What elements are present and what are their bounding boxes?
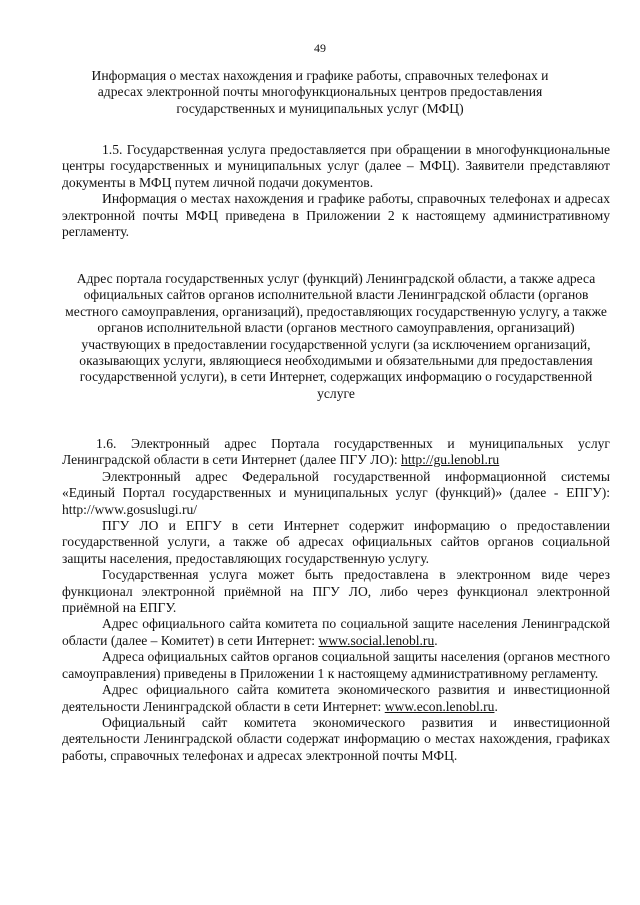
section-title: Информация о местах нахождения и графике работы, справочных телефонах и адресах электронной почты многофункциональных центров предоставления государственных и муниципальных услуг (МФЦ) [91,68,549,116]
econ-lenobl-link[interactable]: www.econ.lenobl.ru [384,698,495,714]
paragraph-mfc-info: Информация о местах нахождения и графике работы, справочных телефонах и адресах электронной почты МФЦ приведена в Приложении 2 к настоящему административному регламенту. [62,191,610,240]
paragraph-econ-site: Адрес официального сайта комитета экономического развития и инвестиционной деятельности Ленинградской области в сети Интернет: www.econ.lenobl.ru. [62,682,610,714]
page-number: 49 [314,41,326,55]
subheading-block [62,271,610,402]
paragraph-econ-content: Официальный сайт комитета экономического развития и инвестиционной деятельности Ленинградской области содержат информацию о местах нахождения, графиках работы, справочных телефонах и адресах электронной почты МФЦ. [62,714,610,763]
section-1-5 [62,142,610,240]
paragraph-electronic-service: Государственная услуга может быть предоставлена в электронном виде через функционал электронной приёмной на ПГУ ЛО, либо через функционал электронной приёмной на ЕПГУ. [62,567,610,616]
section-1-6 [62,436,610,764]
paragraph-1-6 [62,436,610,469]
paragraph-epgu: Электронный адрес Федеральной государственной информационной системы «Единый Портал государственных и муниципальных услуг (функций)» (далее - ЕПГУ): http://www.gosuslugi.ru/ [62,468,610,517]
social-lenobl-link[interactable]: www.social.lenobl.ru [318,632,435,648]
paragraph-1-5: 1.5. Государственная услуга предоставляется при обращении в многофункциональные центры государственных и муниципальных услуг (далее – МФЦ). Заявители представляют документы в МФЦ путем личной подачи документов. [62,142,610,190]
paragraph-1-6-text: 1.6. Электронный адрес Портала государственных и муниципальных услуг Ленинградской области в сети Интернет (далее ПГУ ЛО): [62,436,610,468]
paragraph-social-sites: Адреса официальных сайтов органов социальной защиты населения (органов местного самоуправления) приведены в Приложении 1 к настоящему административному регламенту. [62,649,610,681]
paragraph-committee-text: Адрес официального сайта комитета по социальной защите населения Ленинградской области (далее – Комитет) в сети Интернет: [62,616,610,648]
paragraph-committee-site: Адрес официального сайта комитета по социальной защите населения Ленинградской области (далее – Комитет) в сети Интернет: www.social.lenobl.ru. [62,616,610,648]
subheading: Адрес портала государственных услуг (функций) Ленинградской области, а также адреса официальных сайтов органов исполнительной власти Ленинградской области (органов местного самоуправления, организаций), предоставляющих государственную услугу, а также органов исполнительной власти (органов местного самоуправления, организаций) участвующих в предоставлении государственной услуги (за исключением организаций, оказывающих услуги, являющиеся необходимыми и обязательными для предоставления государственной услуги), в сети Интернет, содержащих информацию о государственной услуге [65,271,607,401]
paragraph-pgu-content: ПГУ ЛО и ЕПГУ в сети Интернет содержит информацию о предоставлении государственной услуги, а также об адресах официальных сайтов органов социальной защиты населения, предоставляющих государственную услугу. [62,518,610,566]
pgu-lo-link[interactable]: http://gu.lenobl.ru [401,452,500,468]
paragraph-econ-text: Адрес официального сайта комитета экономического развития и инвестиционной деятельности Ленинградской области в сети Интернет: [62,682,610,714]
